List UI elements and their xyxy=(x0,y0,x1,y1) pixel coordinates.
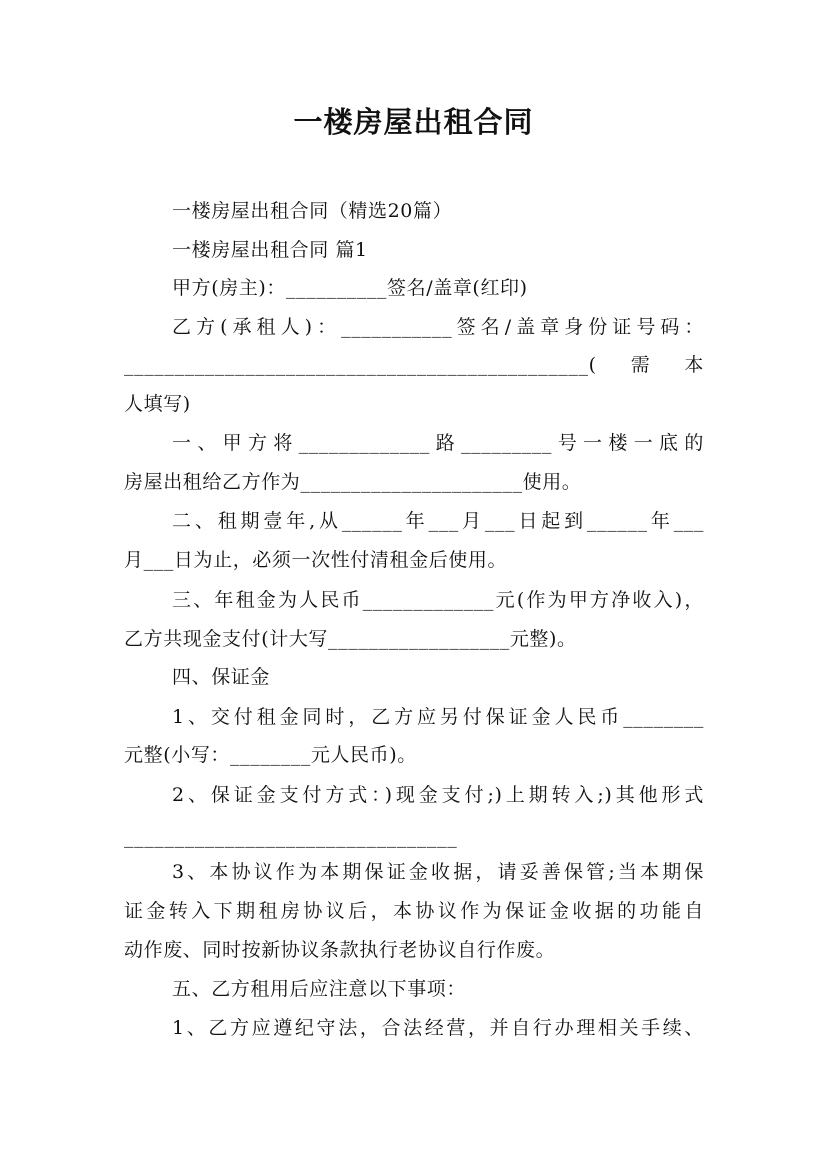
text-line: 人填写) xyxy=(124,393,191,415)
text-line: 房屋出租给乙方作为______________________使用。 xyxy=(124,471,582,493)
id-blank-line: ______________________________________________(需本 xyxy=(124,354,704,376)
deposit-item-3: 3、本协议作为本期保证金收据，请妥善保管;当本期保 xyxy=(172,861,704,883)
text-line: 动作废、同时按新协议条款执行老协议自行作废。 xyxy=(124,939,556,961)
text-line: 证金转入下期租房协议后，本协议作为保证金收据的功能自 xyxy=(124,900,704,922)
clause-1-line: 一、甲方将_____________路_________号一楼一底的 xyxy=(172,432,704,454)
clause-3-line: 三、年租金为人民币_____________元(作为甲方净收入)， xyxy=(172,589,704,611)
party-a-line: 甲方(房主)：__________签名/盖章(红印) xyxy=(172,277,528,299)
deposit-item-1: 1、交付租金同时，乙方应另付保证金人民币________ xyxy=(172,706,704,728)
notice-item-1: 1、乙方应遵纪守法，合法经营，并自行办理相关手续、 xyxy=(172,1017,704,1039)
subtitle-line: 一楼房屋出租合同（精选20篇） xyxy=(172,200,453,222)
text-line: 乙方共现金支付(计大写__________________元整)。 xyxy=(124,628,577,650)
section-heading: 一楼房屋出租合同 篇1 xyxy=(172,239,368,261)
clause-4-heading: 四、保证金 xyxy=(172,666,271,688)
blank-line: _________________________________ xyxy=(124,826,458,848)
party-b-line: 乙方(承租人)：___________签名/盖章身份证号码： xyxy=(172,316,704,338)
text-line: 元整(小写：________元人民币)。 xyxy=(124,744,417,766)
clause-5-heading: 五、乙方租用后应注意以下事项： xyxy=(172,978,467,1000)
document-title: 一楼房屋出租合同 xyxy=(293,105,534,139)
deposit-item-2: 2、保证金支付方式：)现金支付;)上期转入;)其他形式 xyxy=(172,784,704,806)
text-line: 月___日为止，必须一次性付清租金后使用。 xyxy=(124,549,508,571)
clause-2-line: 二、租期壹年,从______年___月___日起到______年___ xyxy=(172,510,704,532)
